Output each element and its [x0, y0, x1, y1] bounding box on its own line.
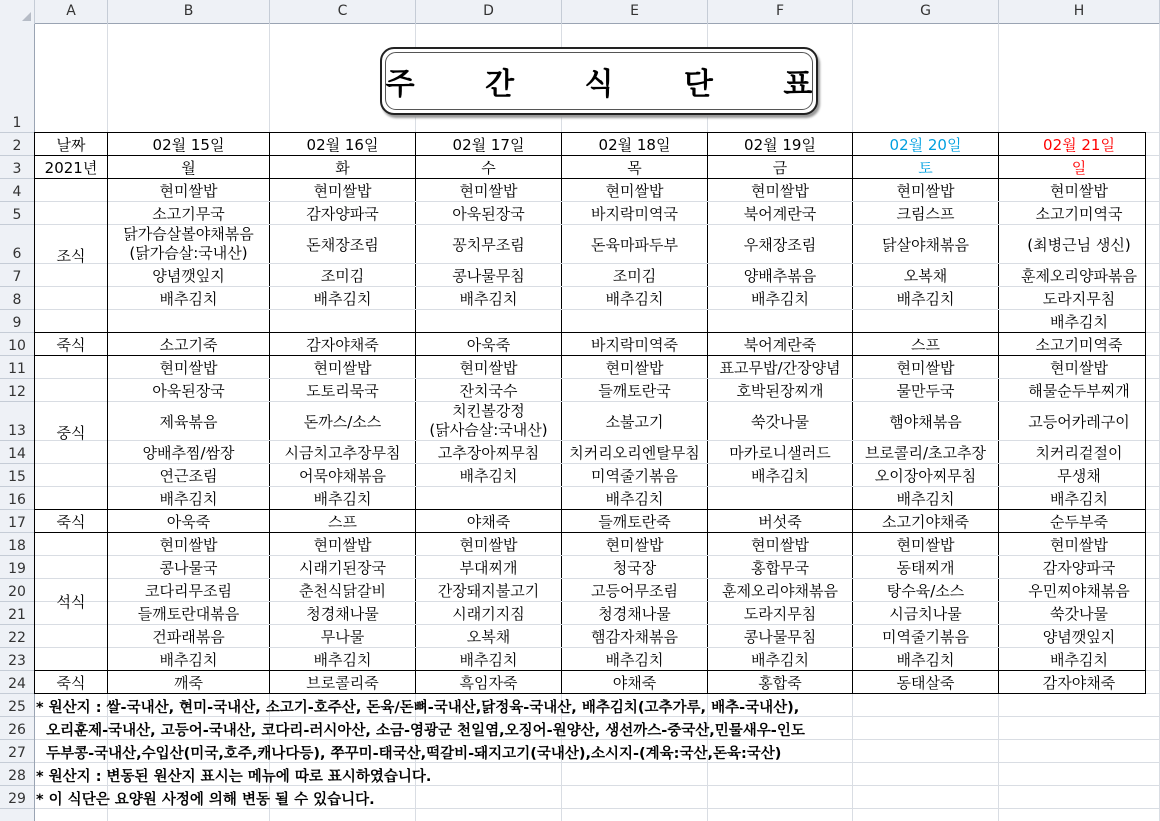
row-header-28[interactable]: 28 — [0, 763, 34, 786]
menu-cell-breakfast[interactable]: 감자양파국 — [306, 204, 379, 223]
menu-cell-breakfast[interactable]: 양배추볶음 — [743, 266, 817, 285]
row-separator — [108, 224, 1146, 225]
menu-cell-breakfast[interactable]: 현미쌀밥 — [896, 181, 955, 200]
menu-cell-porridge[interactable]: 소고기죽 — [159, 335, 218, 354]
row-separator — [108, 555, 1146, 556]
cell-text-line: (닭사슴살:국내산) — [429, 421, 548, 439]
row-header-12[interactable]: 12 — [0, 379, 34, 402]
section-label-porridge[interactable]: 죽식 — [56, 335, 86, 354]
menu-cell-lunch[interactable]: 현미쌀밥 — [896, 358, 955, 377]
menu-cell-lunch[interactable]: 햄야채볶음 — [889, 412, 962, 431]
menu-cell-breakfast[interactable] — [108, 225, 269, 263]
section-label-breakfast[interactable]: 조식 — [56, 247, 86, 265]
table-border-horizontal — [34, 532, 1146, 533]
menu-cell-breakfast[interactable]: 돈육마파두부 — [591, 235, 678, 254]
row-header-8[interactable]: 8 — [0, 287, 34, 310]
menu-cell-dinner[interactable]: 감자양파국 — [1042, 558, 1116, 577]
weekday-cell[interactable]: 목 — [627, 158, 642, 177]
menu-cell-dinner[interactable]: 코다리무조림 — [145, 581, 232, 600]
menu-cell-porridge[interactable]: 동태살죽 — [896, 673, 955, 692]
weekday-cell[interactable]: 토 — [918, 158, 933, 177]
menu-cell-breakfast[interactable]: 소고기미역국 — [1035, 204, 1123, 223]
menu-cell-breakfast[interactable]: 배추김치 — [1050, 312, 1108, 331]
menu-cell-porridge[interactable]: 홍합죽 — [758, 673, 802, 692]
menu-cell-dinner[interactable]: 배추김치 — [1050, 650, 1108, 669]
menu-cell-lunch[interactable]: 연근조림 — [159, 466, 218, 485]
menu-cell-lunch[interactable]: 아욱된장국 — [152, 381, 225, 400]
menu-cell-breakfast[interactable] — [416, 310, 561, 332]
menu-cell-dinner[interactable]: 동태찌개 — [896, 558, 955, 577]
menu-cell-porridge[interactable]: 스프 — [911, 335, 940, 354]
row-header-26[interactable]: 26 — [0, 717, 34, 740]
menu-cell-porridge[interactable]: 야채죽 — [466, 512, 511, 531]
column-header-b[interactable]: B — [108, 0, 270, 24]
menu-cell-lunch[interactable]: 마카로니샐러드 — [729, 443, 831, 462]
menu-cell-lunch[interactable]: 치커리겉절이 — [1035, 443, 1123, 462]
menu-cell-breakfast[interactable]: 현미쌀밥 — [459, 181, 518, 200]
table-border-vertical — [34, 133, 35, 694]
menu-cell-lunch[interactable]: 잔치국수 — [459, 381, 518, 400]
menu-cell-lunch[interactable]: 현미쌀밥 — [313, 358, 372, 377]
page-title: 주 간 식 단 표 — [385, 67, 843, 102]
menu-cell-dinner[interactable]: 현미쌀밥 — [313, 535, 372, 554]
table-border-right — [1145, 133, 1146, 694]
menu-cell-lunch[interactable]: 어묵야채볶음 — [299, 466, 386, 485]
row-header-19[interactable]: 19 — [0, 556, 34, 579]
year-label-cell[interactable]: 2021년 — [44, 158, 98, 177]
menu-cell-lunch[interactable]: 현미쌀밥 — [605, 358, 664, 377]
date-cell[interactable]: 02월 15일 — [152, 135, 225, 154]
menu-cell-porridge[interactable]: 소고기미역죽 — [1035, 335, 1123, 354]
menu-cell-porridge[interactable]: 아욱죽 — [166, 512, 211, 531]
menu-cell-dinner[interactable]: 들깨토란대볶음 — [137, 604, 240, 623]
menu-cell-lunch[interactable] — [708, 487, 852, 509]
menu-cell-porridge[interactable]: 순두부죽 — [1050, 512, 1108, 531]
note-line[interactable]: 두부콩-국내산,수입산(미국,호주,캐나다등), 쭈꾸미-태국산,떡갈비-돼지고기(국내산),소시지-(계육:국산,돈육:국산) — [36, 746, 782, 762]
row-separator — [108, 578, 1146, 579]
menu-cell-dinner[interactable]: 배추김치 — [605, 650, 664, 669]
row-header-27[interactable]: 27 — [0, 740, 34, 763]
menu-cell-lunch[interactable]: 배추김치 — [896, 489, 955, 508]
cell-text-line: 치킨볼강정 — [452, 402, 525, 420]
menu-cell-breakfast[interactable]: 배추김치 — [459, 289, 518, 308]
date-cell[interactable]: 02월 17일 — [452, 135, 525, 154]
menu-cell-breakfast[interactable] — [708, 310, 852, 332]
menu-cell-breakfast[interactable] — [853, 310, 998, 332]
row-header-23[interactable]: 23 — [0, 648, 34, 671]
row-header-20[interactable]: 20 — [0, 579, 34, 602]
menu-cell-porridge[interactable]: 야채죽 — [612, 673, 657, 692]
row-header-14[interactable]: 14 — [0, 441, 34, 464]
date-cell[interactable]: 02월 20일 — [889, 135, 962, 154]
menu-cell-dinner[interactable]: 배추김치 — [896, 650, 955, 669]
table-border-horizontal — [34, 155, 1146, 156]
note-line[interactable]: * 원산지 : 쌀-국내산, 현미-국내산, 소고기-호주산, 돈육/돈뼈-국내산,닭정육-국내산, 배추김치(고추가루, 배추-국내산), — [36, 700, 800, 716]
menu-cell-breakfast[interactable]: 배추김치 — [159, 289, 218, 308]
menu-cell-lunch[interactable]: 치커리오리엔탈무침 — [569, 443, 700, 462]
menu-cell-dinner[interactable]: 콩나물무침 — [743, 627, 817, 646]
menu-cell-dinner[interactable]: 훈제오리야채볶음 — [722, 581, 838, 600]
menu-cell-dinner[interactable]: 쑥갓나물 — [1050, 604, 1108, 623]
date-cell[interactable]: 02월 16일 — [306, 135, 379, 154]
row-header-3[interactable]: 3 — [0, 156, 34, 179]
row-separator — [108, 463, 1146, 464]
table-border-horizontal — [34, 178, 1146, 179]
menu-cell-dinner[interactable]: 무나물 — [320, 627, 365, 646]
menu-cell-lunch[interactable]: 오이장아찌무침 — [874, 466, 977, 485]
menu-cell-lunch[interactable]: 배추김치 — [459, 466, 518, 485]
column-header-a[interactable]: A — [35, 0, 108, 24]
table-border-vertical — [707, 133, 708, 694]
menu-cell-breakfast[interactable]: (최병근님 생신) — [1027, 235, 1131, 254]
menu-cell-porridge[interactable]: 깨죽 — [174, 673, 203, 692]
menu-cell-dinner[interactable]: 청국장 — [612, 558, 657, 577]
menu-cell-dinner[interactable]: 현미쌀밥 — [459, 535, 518, 554]
date-label-cell[interactable]: 날짜 — [56, 135, 86, 154]
menu-cell-dinner[interactable]: 홍합무국 — [751, 558, 809, 577]
row-header-5[interactable]: 5 — [0, 202, 34, 225]
menu-cell-lunch[interactable]: 돈까스/소스 — [303, 412, 382, 431]
menu-cell-breakfast[interactable]: 현미쌀밥 — [751, 181, 809, 200]
menu-cell-lunch[interactable]: 제육볶음 — [159, 412, 218, 431]
menu-cell-lunch[interactable]: 들깨토란국 — [598, 381, 671, 400]
menu-cell-dinner[interactable]: 현미쌀밥 — [1050, 535, 1108, 554]
menu-cell-breakfast[interactable]: 배추김치 — [313, 289, 372, 308]
menu-cell-dinner[interactable]: 미역줄기볶음 — [882, 627, 969, 646]
cell-text-line: (닭가슴살:국내산) — [129, 244, 248, 262]
table-border-vertical — [561, 133, 562, 694]
menu-cell-porridge[interactable]: 북어계란죽 — [743, 335, 817, 354]
menu-cell-lunch[interactable]: 쑥갓나물 — [751, 412, 809, 431]
menu-cell-dinner[interactable]: 현미쌀밥 — [896, 535, 955, 554]
column-header-h[interactable]: H — [999, 0, 1160, 24]
menu-cell-dinner[interactable]: 현미쌀밥 — [605, 535, 664, 554]
row-separator — [108, 440, 1146, 441]
menu-cell-dinner[interactable]: 부대찌개 — [459, 558, 518, 577]
table-border-horizontal — [34, 670, 1146, 671]
menu-cell-dinner[interactable]: 시래기된장국 — [299, 558, 386, 577]
menu-cell-breakfast[interactable] — [270, 310, 415, 332]
row-header-17[interactable]: 17 — [0, 510, 34, 533]
menu-cell-dinner[interactable]: 청경채나물 — [598, 604, 671, 623]
menu-cell-breakfast[interactable]: 조미김 — [320, 266, 365, 285]
menu-cell-dinner[interactable]: 고등어무조림 — [591, 581, 678, 600]
menu-cell-breakfast[interactable] — [108, 310, 269, 332]
row-header-6[interactable]: 6 — [0, 225, 34, 264]
row-header-7[interactable]: 7 — [0, 264, 34, 287]
note-line[interactable]: * 원산지 : 변동된 원산지 표시는 메뉴에 따로 표시하였습니다. — [36, 769, 432, 785]
menu-cell-lunch[interactable]: 표고무밥/간장양념 — [719, 358, 841, 377]
row-header-4[interactable]: 4 — [0, 179, 34, 202]
menu-cell-porridge[interactable]: 브로콜리죽 — [306, 673, 379, 692]
row-header-18[interactable]: 18 — [0, 533, 34, 556]
menu-cell-breakfast[interactable]: 북어계란국 — [743, 204, 817, 223]
row-header-22[interactable]: 22 — [0, 625, 34, 648]
row-separator — [108, 647, 1146, 648]
menu-cell-dinner[interactable]: 간장돼지불고기 — [437, 581, 540, 600]
menu-cell-porridge[interactable]: 들깨토란죽 — [598, 512, 671, 531]
menu-cell-breakfast[interactable]: 훈제오리양파볶음 — [1021, 266, 1137, 285]
menu-cell-lunch[interactable] — [416, 487, 561, 509]
menu-cell-lunch[interactable] — [416, 402, 561, 440]
menu-cell-breakfast[interactable]: 크림스프 — [896, 204, 955, 223]
menu-cell-breakfast[interactable]: 양념깻잎지 — [152, 266, 225, 285]
table-border-vertical — [998, 133, 999, 694]
menu-cell-dinner[interactable]: 배추김치 — [313, 650, 372, 669]
menu-cell-lunch[interactable]: 배추김치 — [751, 466, 809, 485]
column-header-g[interactable]: G — [853, 0, 999, 24]
menu-cell-porridge[interactable]: 바지락미역죽 — [591, 335, 678, 354]
cell-text-line: 닭가슴살볼야채볶음 — [123, 225, 254, 243]
column-header-f[interactable]: F — [708, 0, 853, 24]
table-border-vertical — [269, 133, 270, 694]
row-header-29[interactable]: 29 — [0, 786, 34, 809]
menu-cell-breakfast[interactable]: 닭살야채볶음 — [882, 235, 969, 254]
note-line[interactable]: * 이 식단은 요양원 사정에 의해 변동 될 수 있습니다. — [36, 792, 375, 808]
menu-cell-lunch[interactable]: 배추김치 — [313, 489, 372, 508]
row-header-25[interactable]: 25 — [0, 694, 34, 717]
menu-cell-lunch[interactable]: 해물순두부찌개 — [1028, 381, 1130, 400]
menu-cell-dinner[interactable]: 현미쌀밥 — [159, 535, 218, 554]
table-border-vertical — [415, 133, 416, 694]
table-border-horizontal — [34, 132, 1146, 133]
menu-cell-breakfast[interactable]: 현미쌀밥 — [313, 181, 372, 200]
title-box[interactable] — [380, 47, 843, 115]
menu-cell-dinner[interactable]: 건파래볶음 — [152, 627, 225, 646]
menu-cell-dinner[interactable]: 콩나물국 — [159, 558, 218, 577]
menu-cell-dinner[interactable]: 도라지무침 — [743, 604, 817, 623]
row-header-21[interactable]: 21 — [0, 602, 34, 625]
menu-cell-dinner[interactable]: 배추김치 — [459, 650, 518, 669]
menu-cell-breakfast[interactable]: 현미쌀밥 — [605, 181, 664, 200]
menu-cell-breakfast[interactable]: 콩나물무침 — [452, 266, 525, 285]
table-border-vertical — [107, 133, 108, 694]
menu-cell-dinner[interactable]: 탕수육/소스 — [886, 581, 965, 600]
row-header-13[interactable]: 13 — [0, 402, 34, 441]
table-border-vertical — [852, 133, 853, 694]
row-separator — [108, 378, 1146, 379]
menu-cell-lunch[interactable]: 물만두국 — [896, 381, 955, 400]
menu-cell-breakfast[interactable]: 조미김 — [612, 266, 657, 285]
row-header-16[interactable]: 16 — [0, 487, 34, 510]
menu-cell-dinner[interactable]: 현미쌀밥 — [751, 535, 809, 554]
menu-cell-breakfast[interactable]: 배추김치 — [751, 289, 809, 308]
column-header-d[interactable]: D — [416, 0, 562, 24]
menu-cell-breakfast[interactable]: 돈채장조림 — [306, 235, 379, 254]
section-label-dinner[interactable]: 석식 — [56, 593, 86, 611]
menu-cell-breakfast[interactable]: 꽁치무조림 — [452, 235, 525, 254]
menu-cell-porridge[interactable]: 감자야채죽 — [306, 335, 379, 354]
menu-cell-breakfast[interactable]: 아욱된장국 — [452, 204, 525, 223]
menu-cell-breakfast[interactable]: 바지락미역국 — [591, 204, 678, 223]
menu-cell-breakfast[interactable]: 도라지무침 — [1042, 289, 1116, 308]
menu-cell-lunch[interactable]: 현미쌀밥 — [1050, 358, 1108, 377]
row-separator — [108, 401, 1146, 402]
menu-cell-dinner[interactable]: 청경채나물 — [306, 604, 379, 623]
menu-cell-breakfast[interactable]: 현미쌀밥 — [1050, 181, 1108, 200]
row-separator — [108, 286, 1146, 287]
menu-cell-lunch[interactable]: 배추김치 — [1050, 489, 1108, 508]
menu-cell-breakfast[interactable]: 배추김치 — [896, 289, 955, 308]
row-separator — [108, 309, 1146, 310]
menu-cell-breakfast[interactable]: 현미쌀밥 — [159, 181, 218, 200]
row-separator — [108, 601, 1146, 602]
menu-cell-porridge[interactable]: 감자야채죽 — [1042, 673, 1116, 692]
menu-cell-lunch[interactable]: 배추김치 — [605, 489, 664, 508]
menu-cell-lunch[interactable]: 현미쌀밥 — [459, 358, 518, 377]
menu-cell-dinner[interactable]: 햄감자채볶음 — [591, 627, 678, 646]
section-label-lunch[interactable]: 중식 — [56, 424, 86, 442]
menu-cell-lunch[interactable]: 시금치고추장무침 — [284, 443, 401, 462]
menu-cell-porridge[interactable]: 버섯죽 — [758, 512, 802, 531]
row-header-11[interactable]: 11 — [0, 356, 34, 379]
section-label-porridge[interactable]: 죽식 — [56, 512, 86, 531]
menu-cell-dinner[interactable]: 시금치나물 — [889, 604, 962, 623]
menu-cell-lunch[interactable]: 미역줄기볶음 — [591, 466, 678, 485]
menu-cell-dinner[interactable]: 춘천식닭갈비 — [299, 581, 386, 600]
weekday-cell[interactable]: 금 — [772, 158, 788, 177]
menu-cell-dinner[interactable]: 배추김치 — [159, 650, 218, 669]
row-separator — [108, 624, 1146, 625]
menu-cell-lunch[interactable]: 브로콜리/초고추장 — [865, 443, 986, 462]
menu-cell-lunch[interactable]: 무생채 — [1057, 466, 1101, 485]
table-border-horizontal — [34, 355, 1146, 356]
table-border-horizontal — [34, 332, 1146, 333]
menu-cell-porridge[interactable]: 흑임자죽 — [459, 673, 518, 692]
menu-cell-breakfast[interactable] — [562, 310, 707, 332]
menu-cell-porridge[interactable]: 아욱죽 — [466, 335, 511, 354]
menu-cell-lunch[interactable]: 현미쌀밥 — [159, 358, 218, 377]
table-border-horizontal — [34, 693, 1146, 694]
menu-cell-lunch[interactable]: 배추김치 — [159, 489, 218, 508]
row-header-10[interactable]: 10 — [0, 333, 34, 356]
menu-cell-lunch[interactable]: 고추장아찌무침 — [437, 443, 540, 462]
menu-cell-breakfast[interactable]: 오복채 — [903, 266, 948, 285]
weekday-cell[interactable]: 월 — [181, 158, 196, 177]
menu-cell-dinner[interactable]: 배추김치 — [751, 650, 809, 669]
menu-cell-lunch[interactable]: 양배추찜/쌈장 — [142, 443, 235, 462]
weekday-cell[interactable]: 수 — [481, 158, 496, 177]
menu-cell-lunch[interactable]: 호박된장찌개 — [736, 381, 824, 400]
date-cell[interactable]: 02월 18일 — [598, 135, 671, 154]
date-cell[interactable]: 02월 21일 — [1043, 135, 1115, 154]
menu-cell-breakfast[interactable]: 배추김치 — [605, 289, 664, 308]
table-border-horizontal — [34, 509, 1146, 510]
row-separator — [108, 486, 1146, 487]
row-header-15[interactable]: 15 — [0, 464, 34, 487]
weekday-cell[interactable]: 일 — [1071, 158, 1087, 177]
menu-cell-porridge[interactable]: 소고기야채죽 — [882, 512, 969, 531]
note-line[interactable]: 오리훈제-국내산, 고등어-국내산, 코다리-러시아산, 소금-영광군 천일염,오징어-원양산, 생선까스-중국산,민물새우-인도 — [36, 723, 805, 739]
row-header-bar — [0, 24, 35, 821]
menu-cell-lunch[interactable]: 고등어카레구이 — [1028, 412, 1130, 431]
column-header-c[interactable]: C — [270, 0, 416, 24]
menu-cell-dinner[interactable]: 시래기지짐 — [452, 604, 525, 623]
menu-cell-lunch[interactable]: 도토리묵국 — [306, 381, 379, 400]
select-all-corner[interactable] — [0, 0, 35, 24]
row-header-1[interactable]: 1 — [0, 24, 34, 133]
menu-cell-breakfast[interactable]: 소고기무국 — [152, 204, 225, 223]
column-header-bar — [0, 0, 1160, 24]
menu-cell-dinner[interactable]: 오복채 — [466, 627, 511, 646]
date-cell[interactable]: 02월 19일 — [744, 135, 816, 154]
row-header-9[interactable]: 9 — [0, 310, 34, 333]
weekday-cell[interactable]: 화 — [335, 158, 350, 177]
column-header-e[interactable]: E — [562, 0, 708, 24]
row-separator — [108, 263, 1146, 264]
row-header-2[interactable]: 2 — [0, 133, 34, 156]
row-separator — [108, 201, 1146, 202]
menu-cell-breakfast[interactable]: 우채장조림 — [743, 235, 817, 254]
menu-cell-lunch[interactable]: 소불고기 — [605, 412, 664, 431]
menu-cell-porridge[interactable]: 스프 — [328, 512, 357, 531]
row-header-24[interactable]: 24 — [0, 671, 34, 694]
menu-cell-dinner[interactable]: 우민찌야채볶음 — [1028, 581, 1130, 600]
section-label-porridge[interactable]: 죽식 — [56, 673, 86, 692]
menu-cell-dinner[interactable]: 양념깻잎지 — [1042, 627, 1116, 646]
